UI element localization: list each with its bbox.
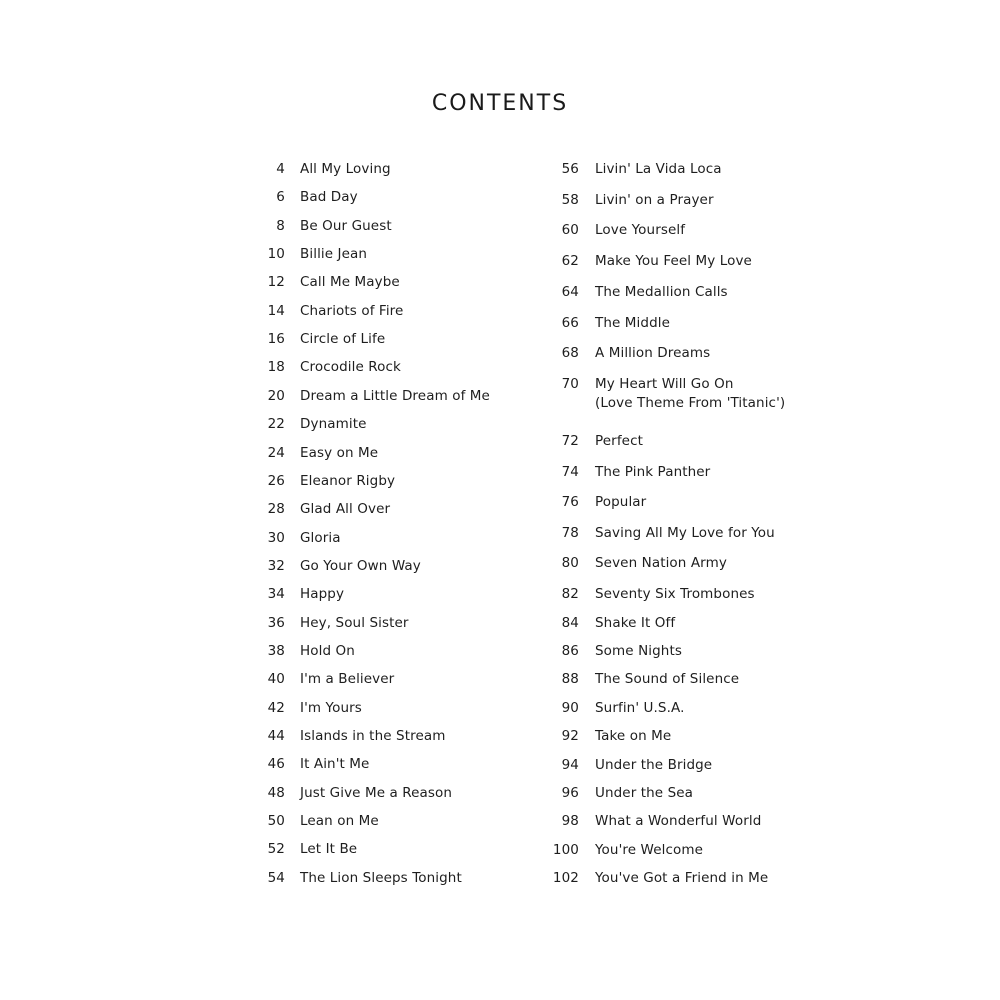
toc-page-number: 56	[561, 161, 579, 177]
toc-song-title-text: Lean on Me	[300, 813, 379, 830]
toc-page-number: 88	[561, 671, 579, 687]
toc-page-number: 52	[267, 841, 285, 858]
toc-page-number: 76	[561, 494, 579, 510]
toc-page-number: 36	[267, 614, 285, 631]
toc-song-title-text: Billie Jean	[300, 246, 368, 263]
toc-song-title-text: Some Nights	[595, 643, 682, 659]
toc-page-number: 48	[267, 784, 285, 801]
toc-song-title-text: I'm a Believer	[300, 671, 395, 688]
toc-page-number: 68	[561, 345, 579, 361]
toc-song-title-text: Seven Nation Army	[595, 555, 727, 571]
toc-song-title	[595, 221, 685, 240]
toc-page-number: 20	[267, 387, 285, 404]
toc-page-number: 86	[561, 643, 579, 659]
toc-page-number: 72	[561, 433, 579, 449]
toc-song-title	[595, 375, 785, 413]
toc-page-number: 74	[561, 463, 579, 480]
toc-page-number: 98	[561, 813, 579, 829]
toc-song-title-text: The Pink Panther	[595, 463, 711, 480]
toc-song-title	[595, 784, 693, 803]
toc-song-title	[595, 283, 728, 302]
toc-page-number: 22	[267, 416, 285, 433]
toc-page-number: 92	[561, 728, 579, 744]
toc-song-title-text: Gloria	[300, 529, 341, 546]
toc-page-number: 30	[267, 529, 285, 546]
toc-song-title	[595, 252, 752, 271]
toc-song-title-text: Islands in the Stream	[300, 728, 446, 744]
toc-song-title-text: Love Yourself	[595, 222, 686, 238]
toc-page-number: 50	[267, 813, 285, 830]
toc-page-number: 60	[561, 222, 579, 238]
toc-page-number: 28	[267, 501, 285, 518]
toc-page-number: 16	[267, 331, 285, 348]
toc-page-number: 14	[267, 302, 285, 319]
toc-song-title	[595, 614, 675, 633]
toc-song-title	[595, 432, 643, 451]
toc-song-title-text: Perfect	[595, 433, 643, 449]
toc-page-number: 96	[561, 785, 579, 801]
toc-song-title-text: Surfin' U.S.A.	[595, 699, 685, 716]
toc-page-number: 58	[561, 191, 579, 208]
toc-song-title-text: Hold On	[300, 642, 355, 659]
toc-song-title	[595, 585, 755, 604]
toc-song-title-text: Take on Me	[595, 728, 672, 744]
toc-song-title	[595, 841, 703, 860]
toc-song-title-text: Glad All Over	[300, 501, 391, 518]
toc-page-number: 100	[552, 841, 579, 858]
toc-song-subtitle: (Love Theme From 'Titanic')	[595, 394, 786, 411]
toc-song-title-text: You're Welcome	[595, 841, 703, 858]
toc-page-number: 10	[267, 246, 285, 263]
toc-page-number: 38	[267, 642, 285, 659]
toc-song-title	[595, 756, 712, 775]
toc-song-title	[595, 670, 739, 689]
toc-song-title	[595, 314, 670, 333]
toc-song-title-text: What a Wonderful World	[595, 813, 762, 829]
toc-song-title	[595, 160, 722, 179]
toc-song-title-text: Happy	[300, 586, 345, 603]
toc-page-number: 102	[552, 870, 579, 886]
toc-song-title-text: Call Me Maybe	[300, 274, 400, 291]
toc-song-title-text: The Medallion Calls	[595, 284, 728, 300]
toc-song-title-text: Dream a Little Dream of Me	[300, 387, 490, 404]
toc-song-title	[595, 463, 710, 482]
toc-page-number: 42	[267, 699, 285, 716]
toc-page-number: 54	[267, 869, 285, 886]
toc-song-title-text: I'm Yours	[300, 699, 362, 716]
toc-song-title-text: Chariots of Fire	[300, 302, 404, 319]
toc-song-title-text: The Lion Sleeps Tonight	[300, 869, 462, 886]
toc-song-title-text: You've Got a Friend in Me	[595, 870, 769, 886]
toc-page-number: 94	[561, 756, 579, 773]
toc-page-number: 40	[267, 671, 285, 688]
toc-song-title	[595, 699, 684, 718]
toc-song-title-text: Livin' on a Prayer	[595, 191, 714, 208]
toc-page-number: 66	[561, 314, 579, 331]
toc-song-title	[595, 554, 727, 573]
toc-song-title-text: Hey, Soul Sister	[300, 614, 409, 631]
toc-page-number: 24	[267, 444, 285, 461]
toc-song-title-text: Popular	[595, 494, 647, 510]
toc-page-number: 4	[276, 161, 285, 177]
toc-page-number: 32	[267, 557, 285, 574]
toc-page-number: 26	[267, 472, 285, 489]
toc-page-number: 62	[561, 253, 579, 269]
toc-song-title-text: Shake It Off	[595, 614, 676, 631]
toc-song-title-text: Under the Sea	[595, 785, 694, 801]
page-title: CONTENTS	[431, 90, 569, 116]
toc-song-title-text: Livin' La Vida Loca	[595, 161, 722, 177]
toc-song-title	[595, 191, 714, 210]
toc-song-title-text: Dynamite	[300, 416, 367, 433]
toc-song-title-text: Circle of Life	[300, 331, 386, 348]
toc-page-number: 12	[267, 274, 285, 291]
toc-song-title-text: It Ain't Me	[300, 756, 370, 773]
toc-page-number: 6	[276, 189, 285, 206]
toc-song-title	[595, 869, 768, 888]
toc-song-title-text: Crocodile Rock	[300, 359, 401, 376]
toc-page-number: 34	[267, 586, 285, 603]
toc-song-title-text: Let It Be	[300, 841, 358, 858]
toc-song-title	[595, 344, 710, 363]
toc-song-title-text: A Million Dreams	[595, 345, 711, 361]
toc-page-number: 44	[267, 728, 285, 744]
toc-song-title-text: The Sound of Silence	[595, 671, 740, 687]
toc-song-title-text: My Heart Will Go On	[595, 375, 734, 392]
toc-song-title-text: Bad Day	[300, 189, 358, 206]
toc-song-title-text: The Middle	[595, 314, 670, 331]
toc-song-title	[595, 727, 671, 746]
toc-song-title-text: Make You Feel My Love	[595, 253, 752, 269]
toc-song-title	[595, 642, 682, 661]
toc-song-title	[595, 812, 761, 831]
toc-song-title-text: Be Our Guest	[300, 217, 392, 234]
toc-page-number: 90	[561, 699, 579, 716]
toc-song-title-text: Easy on Me	[300, 444, 379, 461]
toc-song-title-text: Go Your Own Way	[300, 557, 421, 574]
toc-page-number: 82	[561, 586, 579, 602]
toc-page-number: 70	[561, 375, 579, 392]
toc-page-number: 78	[561, 524, 579, 541]
toc-song-title-text: Under the Bridge	[595, 756, 713, 773]
toc-page-number: 84	[561, 614, 579, 631]
toc-page-number: 8	[276, 217, 285, 234]
toc-song-title-text: Eleanor Rigby	[300, 472, 396, 489]
toc-song-title-text: All My Loving	[300, 161, 391, 177]
toc-page-number: 64	[561, 284, 579, 300]
toc-song-title-text: Saving All My Love for You	[595, 524, 775, 541]
toc-song-title-text: Seventy Six Trombones	[595, 586, 755, 602]
toc-page-number: 18	[267, 359, 285, 376]
toc-song-title-text: Just Give Me a Reason	[300, 784, 453, 801]
toc-song-title	[595, 524, 775, 543]
toc-page-number: 80	[561, 555, 579, 571]
toc-page-number: 46	[267, 756, 285, 773]
toc-song-title	[595, 493, 646, 512]
